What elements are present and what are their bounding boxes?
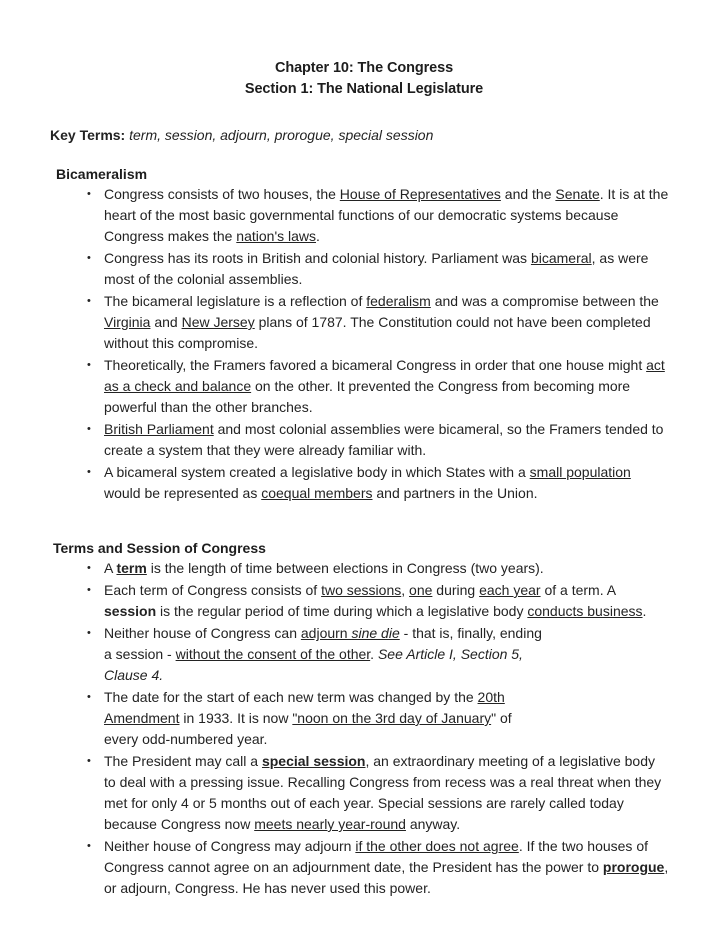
text-run: if the other does not agree bbox=[355, 838, 519, 854]
text-run: adjourn bbox=[300, 625, 352, 641]
text-run: meets nearly year-round bbox=[254, 816, 406, 832]
key-terms-line bbox=[50, 125, 728, 145]
text-run: The President may call a bbox=[104, 753, 262, 769]
bullet-item bbox=[104, 248, 670, 290]
bullet-item bbox=[104, 184, 670, 247]
key-terms-label: Key Terms: bbox=[50, 127, 126, 143]
section-heading: Bicameralism bbox=[56, 166, 148, 182]
text-run: and bbox=[150, 314, 182, 330]
bullet-item bbox=[104, 623, 545, 686]
text-run: is the length of time between elections in Congress (two years). bbox=[146, 560, 544, 576]
text-run: act as a check and balance bbox=[104, 357, 665, 394]
text-run: and partners in the Union. bbox=[372, 485, 538, 501]
text-run: . If the two houses of Congress cannot agree on an adjournment date, the President has the power to bbox=[104, 838, 648, 875]
bullet-list bbox=[0, 558, 728, 899]
text-run: coequal members bbox=[261, 485, 373, 501]
section-terms-and-session bbox=[0, 538, 728, 899]
text-run: small population bbox=[529, 464, 631, 480]
text-run: of a term. A bbox=[540, 582, 616, 598]
section-heading: Terms and Session of Congress bbox=[53, 540, 266, 556]
text-run: . bbox=[316, 228, 320, 244]
text-run: A bbox=[104, 560, 117, 576]
text-run: , or adjourn, Congress. He has never used this power. bbox=[104, 859, 669, 896]
key-terms-list: term, session, adjourn, prorogue, special session bbox=[129, 127, 434, 143]
text-run: nation's laws bbox=[236, 228, 317, 244]
text-run: is the regular period of time during which a legislative body bbox=[156, 603, 528, 619]
text-run: bicameral bbox=[530, 250, 592, 266]
chapter-title: Chapter 10: The Congress bbox=[274, 60, 454, 76]
bullet-list bbox=[0, 184, 728, 504]
document-title-block bbox=[0, 0, 728, 100]
text-run: plans of 1787. The Constitution could not have been completed without this compromise. bbox=[104, 314, 651, 351]
bullet-item bbox=[104, 687, 545, 750]
bullet-item bbox=[104, 419, 670, 461]
text-run: . bbox=[370, 646, 378, 662]
text-run: New Jersey bbox=[181, 314, 255, 330]
text-run: Neither house of Congress can bbox=[104, 625, 301, 641]
text-run: special session bbox=[261, 753, 366, 769]
text-run: in 1933. It is now bbox=[179, 710, 293, 726]
text-run: and was a compromise between the bbox=[430, 293, 659, 309]
text-run: Virginia bbox=[104, 314, 151, 330]
text-run: Theoretically, the Framers favored a bicameral Congress in order that one house might bbox=[104, 357, 647, 373]
section-title: Section 1: The National Legislature bbox=[244, 81, 484, 97]
bullet-item bbox=[104, 836, 670, 899]
text-run: federalism bbox=[366, 293, 431, 309]
text-run: one bbox=[409, 582, 433, 598]
bullet-item bbox=[104, 291, 670, 354]
text-run: sine die bbox=[351, 625, 400, 641]
text-run: two sessions bbox=[321, 582, 402, 598]
text-run: 20th Amendment bbox=[104, 689, 505, 726]
text-run: See Article I, Section 5, Clause 4. bbox=[104, 646, 523, 683]
text-run: each year bbox=[479, 582, 541, 598]
text-run: Congress consists of two houses, the bbox=[104, 186, 340, 202]
text-run: The bicameral legislature is a reflection of bbox=[104, 293, 367, 309]
text-run: prorogue bbox=[602, 859, 665, 875]
text-run: Each term of Congress consists of bbox=[104, 582, 322, 598]
text-run: Neither house of Congress may adjourn bbox=[104, 838, 356, 854]
bullet-item bbox=[104, 580, 670, 622]
text-run: . It is at the heart of the most basic governmental functions of our democratic systems because Congress makes the bbox=[104, 186, 669, 244]
bullet-item bbox=[104, 751, 670, 835]
text-run: on the other. It prevented the Congress from becoming more powerful than the other branches. bbox=[104, 378, 631, 415]
text-run: A bicameral system created a legislative body in which States with a bbox=[104, 464, 530, 480]
text-run: - that is, finally, ending a session - bbox=[104, 625, 542, 662]
bullet-item bbox=[104, 355, 670, 418]
text-run: and the bbox=[500, 186, 556, 202]
text-run: . bbox=[642, 603, 647, 619]
text-run: conducts business bbox=[527, 603, 643, 619]
text-run: " of every odd-numbered year. bbox=[104, 710, 512, 747]
text-run: , as were most of the colonial assemblies. bbox=[104, 250, 649, 287]
text-run: The date for the start of each new term was changed by the bbox=[104, 689, 478, 705]
text-run: , bbox=[401, 582, 410, 598]
text-run: during bbox=[432, 582, 480, 598]
text-run: and most colonial assemblies were bicameral, so the Framers tended to create a system that they were already familiar with. bbox=[104, 421, 664, 458]
text-run: term bbox=[116, 560, 147, 576]
section-bicameralism bbox=[0, 164, 728, 504]
bullet-item bbox=[104, 558, 670, 579]
text-run: "noon on the 3rd day of January bbox=[292, 710, 492, 726]
text-run: without the consent of the other bbox=[175, 646, 371, 662]
text-run: British Parliament bbox=[104, 421, 214, 437]
text-run: House of Representatives bbox=[339, 186, 501, 202]
text-run: Congress has its roots in British and colonial history. Parliament was bbox=[104, 250, 531, 266]
text-run: would be represented as bbox=[104, 485, 262, 501]
bullet-item bbox=[104, 462, 670, 504]
text-run: , an extraordinary meeting of a legislative body to deal with a pressing issue. Recalling Congress from recess was a real threat when they met for only 4 or 5 months out of each year. Special sessions are rarely called today because Congress now bbox=[104, 753, 662, 832]
text-run: anyway. bbox=[405, 816, 461, 832]
text-run: session bbox=[104, 603, 157, 619]
text-run: Senate bbox=[555, 186, 600, 202]
